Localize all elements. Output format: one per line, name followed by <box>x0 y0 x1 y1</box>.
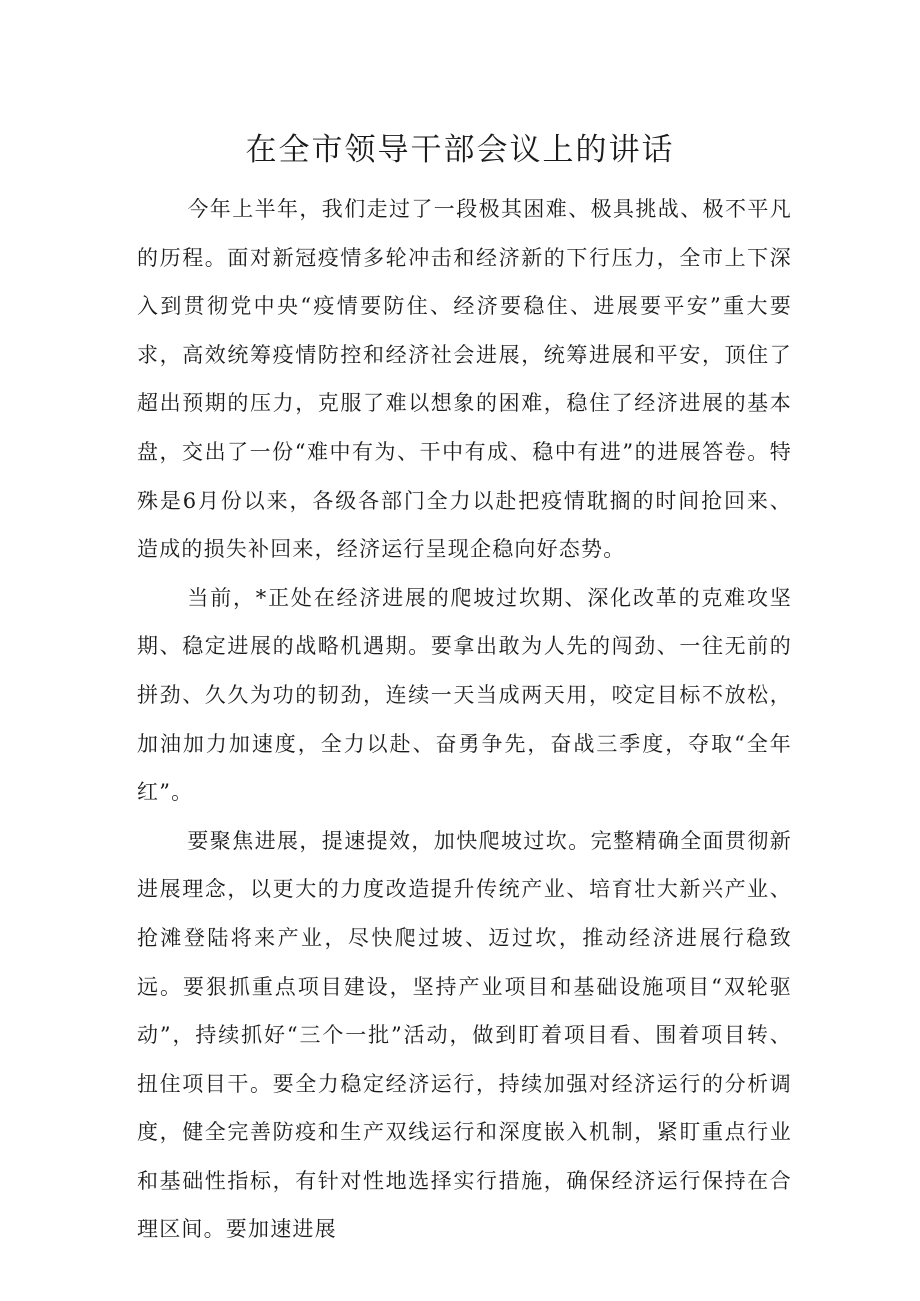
paragraph-1: 今年上半年，我们走过了一段极其困难、极具挑战、极不平凡的历程。面对新冠疫情多轮冲击和经济新的下行压力，全市上下深入到贯彻党中央“疫情要防住、经济要稳住、进展要平安”重大要求，高效统筹疫情防控和经济社会进展，统筹进展和平安，顶住了超出预期的压力，克服了难以想象的困难，稳住了经济进展的基本盘，交出了一份“难中有为、干中有成、稳中有进”的进展答卷。特殊是6月份以来，各级各部门全力以赴把疫情耽搁的时间抢回来、造成的损失补回来，经济运行呈现企稳向好态势。 <box>137 197 792 562</box>
document-title: 在全市领导干部会议上的讲话 <box>245 132 675 168</box>
paragraph-2: 当前，*正处在经济进展的爬坡过坎期、深化改革的克难攻坚期、稳定进展的战略机遇期。要拿出敢为人先的闯劲、一往无前的拼劲、久久为功的韧劲，连续一天当成两天用，咬定目标不放松，加油加力加速度，全力以赴、奋勇争先，奋战三季度，夺取“全年红”。 <box>137 585 792 805</box>
document-body <box>137 185 792 1254</box>
paragraph-3: 要聚焦进展，提速提效，加快爬坡过坎。完整精确全面贯彻新进展理念，以更大的力度改造提升传统产业、培育壮大新兴产业、抢滩登陆将来产业，尽快爬过坡、迈过坎，推动经济进展行稳致远。要狠抓重点项目建设，坚持产业项目和基础设施项目“双轮驱动”，持续抓好“三个一批”活动，做到盯着项目看、围着项目转、扭住项目干。要全力稳定经济运行，持续加强对经济运行的分析调度，健全完善防疫和生产双线运行和深度嵌入机制，紧盯重点行业和基础性指标，有针对性地选择实行措施，确保经济运行保持在合理区间。要加速进展 <box>137 828 792 1242</box>
